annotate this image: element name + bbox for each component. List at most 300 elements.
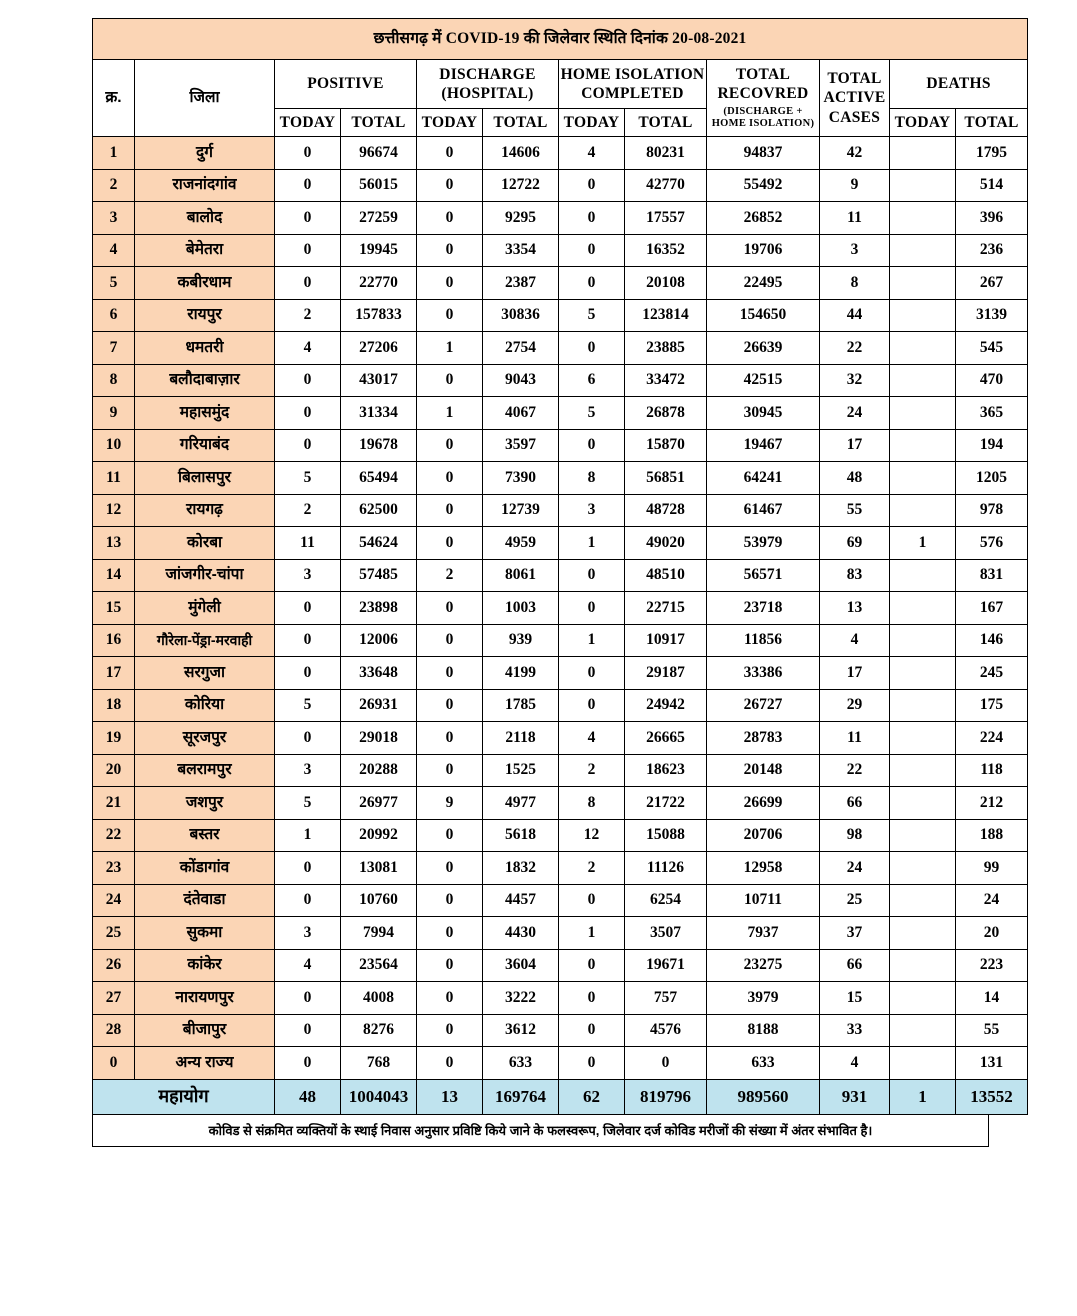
row-total-recovered: 30945 bbox=[707, 397, 820, 430]
row-home-total: 49020 bbox=[625, 527, 707, 560]
row-positive-today: 3 bbox=[275, 559, 341, 592]
row-positive-total: 33648 bbox=[341, 657, 417, 690]
row-positive-total: 19678 bbox=[341, 429, 417, 462]
row-discharge-today: 0 bbox=[417, 754, 483, 787]
row-deaths-today bbox=[890, 884, 956, 917]
header-home-total: TOTAL bbox=[625, 109, 707, 137]
row-positive-today: 4 bbox=[275, 949, 341, 982]
row-discharge-today: 0 bbox=[417, 949, 483, 982]
row-total-recovered: 20148 bbox=[707, 754, 820, 787]
row-total-active: 25 bbox=[820, 884, 890, 917]
grand-total-label: महायोग bbox=[93, 1079, 275, 1114]
table-row bbox=[93, 527, 1028, 560]
grand-home-today: 62 bbox=[559, 1079, 625, 1114]
row-discharge-total: 30836 bbox=[483, 299, 559, 332]
row-serial: 0 bbox=[93, 1047, 135, 1080]
row-total-active: 3 bbox=[820, 234, 890, 267]
row-discharge-total: 3612 bbox=[483, 1014, 559, 1047]
grand-discharge-total: 169764 bbox=[483, 1079, 559, 1114]
row-serial: 28 bbox=[93, 1014, 135, 1047]
row-district: राजनांदगांव bbox=[135, 169, 275, 202]
row-positive-total: 13081 bbox=[341, 852, 417, 885]
row-positive-total: 23564 bbox=[341, 949, 417, 982]
row-positive-today: 3 bbox=[275, 917, 341, 950]
row-positive-today: 0 bbox=[275, 169, 341, 202]
table-row bbox=[93, 1014, 1028, 1047]
row-home-today: 0 bbox=[559, 949, 625, 982]
row-home-today: 5 bbox=[559, 299, 625, 332]
row-positive-total: 4008 bbox=[341, 982, 417, 1015]
row-serial: 7 bbox=[93, 332, 135, 365]
row-district: धमतरी bbox=[135, 332, 275, 365]
row-total-recovered: 3979 bbox=[707, 982, 820, 1015]
row-deaths-today bbox=[890, 657, 956, 690]
row-serial: 26 bbox=[93, 949, 135, 982]
row-discharge-total: 4959 bbox=[483, 527, 559, 560]
row-positive-total: 20992 bbox=[341, 819, 417, 852]
row-serial: 6 bbox=[93, 299, 135, 332]
row-total-active: 66 bbox=[820, 949, 890, 982]
row-positive-today: 0 bbox=[275, 592, 341, 625]
row-deaths-today bbox=[890, 1014, 956, 1047]
row-positive-today: 2 bbox=[275, 494, 341, 527]
row-serial: 1 bbox=[93, 137, 135, 170]
row-deaths-today bbox=[890, 754, 956, 787]
row-positive-today: 1 bbox=[275, 819, 341, 852]
row-total-recovered: 33386 bbox=[707, 657, 820, 690]
row-home-total: 16352 bbox=[625, 234, 707, 267]
row-total-active: 33 bbox=[820, 1014, 890, 1047]
table-row bbox=[93, 462, 1028, 495]
row-home-today: 0 bbox=[559, 267, 625, 300]
row-total-recovered: 22495 bbox=[707, 267, 820, 300]
row-total-active: 11 bbox=[820, 722, 890, 755]
grand-total-active: 931 bbox=[820, 1079, 890, 1114]
row-total-active: 32 bbox=[820, 364, 890, 397]
table-row bbox=[93, 949, 1028, 982]
row-serial: 13 bbox=[93, 527, 135, 560]
row-total-active: 55 bbox=[820, 494, 890, 527]
row-total-recovered: 26852 bbox=[707, 202, 820, 235]
row-deaths-today bbox=[890, 267, 956, 300]
row-deaths-today bbox=[890, 852, 956, 885]
row-deaths-total: 224 bbox=[956, 722, 1028, 755]
table-row bbox=[93, 364, 1028, 397]
row-home-total: 15088 bbox=[625, 819, 707, 852]
row-total-recovered: 19467 bbox=[707, 429, 820, 462]
grand-deaths-total: 13552 bbox=[956, 1079, 1028, 1114]
row-district: कांकेर bbox=[135, 949, 275, 982]
row-total-recovered: 55492 bbox=[707, 169, 820, 202]
row-discharge-total: 8061 bbox=[483, 559, 559, 592]
row-home-today: 4 bbox=[559, 137, 625, 170]
row-discharge-total: 7390 bbox=[483, 462, 559, 495]
row-discharge-total: 4199 bbox=[483, 657, 559, 690]
row-positive-today: 3 bbox=[275, 754, 341, 787]
row-home-today: 0 bbox=[559, 689, 625, 722]
row-deaths-total: 14 bbox=[956, 982, 1028, 1015]
row-discharge-total: 1785 bbox=[483, 689, 559, 722]
header-home-isolation bbox=[559, 60, 707, 109]
row-home-total: 42770 bbox=[625, 169, 707, 202]
row-home-today: 5 bbox=[559, 397, 625, 430]
header-home-today: TODAY bbox=[559, 109, 625, 137]
row-positive-today: 0 bbox=[275, 234, 341, 267]
table-row bbox=[93, 787, 1028, 820]
row-serial: 17 bbox=[93, 657, 135, 690]
row-discharge-total: 4457 bbox=[483, 884, 559, 917]
header-district: जिला bbox=[135, 60, 275, 137]
table-row bbox=[93, 982, 1028, 1015]
row-positive-total: 8276 bbox=[341, 1014, 417, 1047]
row-home-total: 18623 bbox=[625, 754, 707, 787]
row-discharge-total: 5618 bbox=[483, 819, 559, 852]
header-positive-total: TOTAL bbox=[341, 109, 417, 137]
row-discharge-total: 4430 bbox=[483, 917, 559, 950]
row-discharge-total: 3354 bbox=[483, 234, 559, 267]
row-total-active: 22 bbox=[820, 754, 890, 787]
row-total-recovered: 64241 bbox=[707, 462, 820, 495]
row-district: बेमेतरा bbox=[135, 234, 275, 267]
row-positive-today: 5 bbox=[275, 689, 341, 722]
row-deaths-today bbox=[890, 722, 956, 755]
row-deaths-today bbox=[890, 982, 956, 1015]
row-discharge-total: 633 bbox=[483, 1047, 559, 1080]
table-row bbox=[93, 722, 1028, 755]
row-positive-today: 11 bbox=[275, 527, 341, 560]
header-home-isolation-line2: COMPLETED bbox=[581, 85, 684, 102]
row-home-today: 0 bbox=[559, 332, 625, 365]
row-serial: 27 bbox=[93, 982, 135, 1015]
row-deaths-today bbox=[890, 819, 956, 852]
row-home-today: 8 bbox=[559, 462, 625, 495]
table-row bbox=[93, 397, 1028, 430]
row-deaths-today bbox=[890, 397, 956, 430]
table-row bbox=[93, 429, 1028, 462]
row-deaths-today bbox=[890, 137, 956, 170]
row-discharge-total: 14606 bbox=[483, 137, 559, 170]
row-positive-today: 0 bbox=[275, 429, 341, 462]
row-deaths-today bbox=[890, 462, 956, 495]
row-discharge-today: 0 bbox=[417, 267, 483, 300]
row-positive-total: 96674 bbox=[341, 137, 417, 170]
row-total-active: 24 bbox=[820, 397, 890, 430]
row-discharge-today: 0 bbox=[417, 819, 483, 852]
row-total-recovered: 26639 bbox=[707, 332, 820, 365]
row-discharge-total: 4977 bbox=[483, 787, 559, 820]
row-discharge-today: 0 bbox=[417, 657, 483, 690]
row-positive-total: 29018 bbox=[341, 722, 417, 755]
row-deaths-total: 99 bbox=[956, 852, 1028, 885]
header-discharge-total: TOTAL bbox=[483, 109, 559, 137]
grand-deaths-today: 1 bbox=[890, 1079, 956, 1114]
row-discharge-today: 0 bbox=[417, 982, 483, 1015]
row-district: बीजापुर bbox=[135, 1014, 275, 1047]
row-total-recovered: 20706 bbox=[707, 819, 820, 852]
row-serial: 8 bbox=[93, 364, 135, 397]
header-total-active-line2: ACTIVE bbox=[823, 89, 886, 107]
row-discharge-total: 3604 bbox=[483, 949, 559, 982]
row-total-active: 13 bbox=[820, 592, 890, 625]
covid-district-table bbox=[92, 18, 1028, 1115]
row-serial: 11 bbox=[93, 462, 135, 495]
row-discharge-today: 0 bbox=[417, 462, 483, 495]
row-home-today: 0 bbox=[559, 169, 625, 202]
row-total-recovered: 11856 bbox=[707, 624, 820, 657]
row-home-today: 1 bbox=[559, 624, 625, 657]
page-title: छत्तीसगढ़ में COVID-19 की जिलेवार स्थिति दिनांक 20-08-2021 bbox=[93, 19, 1028, 60]
row-total-active: 11 bbox=[820, 202, 890, 235]
row-deaths-total: 194 bbox=[956, 429, 1028, 462]
table-row bbox=[93, 819, 1028, 852]
row-positive-today: 0 bbox=[275, 364, 341, 397]
row-deaths-total: 245 bbox=[956, 657, 1028, 690]
row-district: दुर्ग bbox=[135, 137, 275, 170]
row-serial: 24 bbox=[93, 884, 135, 917]
row-discharge-total: 12739 bbox=[483, 494, 559, 527]
header-total-active-line3: CASES bbox=[828, 108, 881, 126]
row-home-total: 26665 bbox=[625, 722, 707, 755]
row-discharge-today: 0 bbox=[417, 234, 483, 267]
row-positive-total: 57485 bbox=[341, 559, 417, 592]
row-deaths-total: 55 bbox=[956, 1014, 1028, 1047]
row-home-today: 0 bbox=[559, 657, 625, 690]
row-total-recovered: 12958 bbox=[707, 852, 820, 885]
row-positive-total: 157833 bbox=[341, 299, 417, 332]
row-home-total: 19671 bbox=[625, 949, 707, 982]
row-district: दंतेवाडा bbox=[135, 884, 275, 917]
row-district: कोंडागांव bbox=[135, 852, 275, 885]
table-row bbox=[93, 234, 1028, 267]
row-positive-total: 20288 bbox=[341, 754, 417, 787]
row-home-total: 20108 bbox=[625, 267, 707, 300]
grand-positive-today: 48 bbox=[275, 1079, 341, 1114]
row-discharge-total: 2754 bbox=[483, 332, 559, 365]
row-home-total: 48728 bbox=[625, 494, 707, 527]
row-deaths-today: 1 bbox=[890, 527, 956, 560]
table-row bbox=[93, 494, 1028, 527]
row-total-active: 42 bbox=[820, 137, 890, 170]
row-total-active: 69 bbox=[820, 527, 890, 560]
row-positive-today: 0 bbox=[275, 267, 341, 300]
header-serial: क्र. bbox=[93, 60, 135, 137]
row-positive-today: 0 bbox=[275, 624, 341, 657]
row-serial: 21 bbox=[93, 787, 135, 820]
row-district: रायपुर bbox=[135, 299, 275, 332]
table-row bbox=[93, 624, 1028, 657]
row-total-recovered: 53979 bbox=[707, 527, 820, 560]
row-home-today: 6 bbox=[559, 364, 625, 397]
row-serial: 5 bbox=[93, 267, 135, 300]
row-deaths-total: 167 bbox=[956, 592, 1028, 625]
table-row bbox=[93, 917, 1028, 950]
table-row bbox=[93, 332, 1028, 365]
row-district: अन्य राज्य bbox=[135, 1047, 275, 1080]
header-home-isolation-line1: HOME ISOLATION bbox=[560, 65, 705, 83]
row-deaths-total: 24 bbox=[956, 884, 1028, 917]
table-row bbox=[93, 1047, 1028, 1080]
row-total-recovered: 61467 bbox=[707, 494, 820, 527]
row-discharge-total: 2118 bbox=[483, 722, 559, 755]
row-discharge-total: 939 bbox=[483, 624, 559, 657]
row-deaths-total: 365 bbox=[956, 397, 1028, 430]
row-home-total: 10917 bbox=[625, 624, 707, 657]
row-home-total: 0 bbox=[625, 1047, 707, 1080]
row-positive-total: 62500 bbox=[341, 494, 417, 527]
row-deaths-today bbox=[890, 949, 956, 982]
row-total-active: 22 bbox=[820, 332, 890, 365]
header-discharge-line2: (HOSPITAL) bbox=[441, 85, 534, 102]
header-discharge-line1: DISCHARGE bbox=[439, 65, 536, 83]
header-total-active bbox=[820, 60, 890, 137]
row-deaths-total: 131 bbox=[956, 1047, 1028, 1080]
table-row bbox=[93, 592, 1028, 625]
table-row bbox=[93, 137, 1028, 170]
row-total-recovered: 23718 bbox=[707, 592, 820, 625]
row-total-active: 48 bbox=[820, 462, 890, 495]
row-home-total: 3507 bbox=[625, 917, 707, 950]
row-deaths-total: 396 bbox=[956, 202, 1028, 235]
row-total-recovered: 19706 bbox=[707, 234, 820, 267]
row-discharge-today: 0 bbox=[417, 852, 483, 885]
row-home-today: 1 bbox=[559, 917, 625, 950]
row-home-today: 8 bbox=[559, 787, 625, 820]
row-serial: 9 bbox=[93, 397, 135, 430]
table-row bbox=[93, 559, 1028, 592]
row-home-today: 0 bbox=[559, 202, 625, 235]
row-discharge-total: 3222 bbox=[483, 982, 559, 1015]
header-total-recovered-note: (DISCHARGE + HOME ISOLATION) bbox=[711, 105, 815, 130]
row-home-total: 123814 bbox=[625, 299, 707, 332]
row-positive-today: 0 bbox=[275, 202, 341, 235]
row-district: कोरबा bbox=[135, 527, 275, 560]
row-total-active: 24 bbox=[820, 852, 890, 885]
grand-discharge-today: 13 bbox=[417, 1079, 483, 1114]
table-row bbox=[93, 299, 1028, 332]
row-district: कबीरधाम bbox=[135, 267, 275, 300]
grand-total-row bbox=[93, 1079, 1028, 1114]
row-home-total: 15870 bbox=[625, 429, 707, 462]
row-home-today: 0 bbox=[559, 559, 625, 592]
row-discharge-today: 0 bbox=[417, 137, 483, 170]
row-positive-total: 26931 bbox=[341, 689, 417, 722]
row-total-active: 66 bbox=[820, 787, 890, 820]
row-serial: 23 bbox=[93, 852, 135, 885]
row-deaths-today bbox=[890, 169, 956, 202]
row-positive-total: 10760 bbox=[341, 884, 417, 917]
row-discharge-today: 9 bbox=[417, 787, 483, 820]
header-total-recovered-line2: RECOVRED bbox=[717, 85, 809, 103]
row-positive-today: 0 bbox=[275, 137, 341, 170]
row-home-today: 0 bbox=[559, 1014, 625, 1047]
row-total-active: 17 bbox=[820, 429, 890, 462]
row-district: जांजगीर-चांपा bbox=[135, 559, 275, 592]
row-positive-today: 0 bbox=[275, 884, 341, 917]
row-home-total: 23885 bbox=[625, 332, 707, 365]
row-positive-today: 2 bbox=[275, 299, 341, 332]
row-home-today: 4 bbox=[559, 722, 625, 755]
row-district: बलौदाबाज़ार bbox=[135, 364, 275, 397]
row-deaths-total: 978 bbox=[956, 494, 1028, 527]
row-total-recovered: 8188 bbox=[707, 1014, 820, 1047]
row-deaths-total: 831 bbox=[956, 559, 1028, 592]
row-home-total: 11126 bbox=[625, 852, 707, 885]
row-discharge-total: 1832 bbox=[483, 852, 559, 885]
row-deaths-total: 236 bbox=[956, 234, 1028, 267]
row-total-recovered: 633 bbox=[707, 1047, 820, 1080]
row-serial: 19 bbox=[93, 722, 135, 755]
header-total-recovered bbox=[707, 60, 820, 137]
row-total-active: 9 bbox=[820, 169, 890, 202]
row-total-recovered: 7937 bbox=[707, 917, 820, 950]
row-home-total: 4576 bbox=[625, 1014, 707, 1047]
row-positive-today: 0 bbox=[275, 982, 341, 1015]
row-deaths-total: 1795 bbox=[956, 137, 1028, 170]
row-total-recovered: 10711 bbox=[707, 884, 820, 917]
row-total-recovered: 26699 bbox=[707, 787, 820, 820]
row-deaths-total: 576 bbox=[956, 527, 1028, 560]
row-discharge-today: 1 bbox=[417, 332, 483, 365]
row-serial: 15 bbox=[93, 592, 135, 625]
row-positive-total: 7994 bbox=[341, 917, 417, 950]
row-district: रायगढ़ bbox=[135, 494, 275, 527]
row-home-total: 24942 bbox=[625, 689, 707, 722]
row-discharge-today: 0 bbox=[417, 527, 483, 560]
row-discharge-today: 0 bbox=[417, 884, 483, 917]
row-deaths-total: 175 bbox=[956, 689, 1028, 722]
row-home-total: 29187 bbox=[625, 657, 707, 690]
row-district: महासमुंद bbox=[135, 397, 275, 430]
title-row bbox=[93, 19, 1028, 60]
row-district: नारायणपुर bbox=[135, 982, 275, 1015]
row-serial: 14 bbox=[93, 559, 135, 592]
table-row bbox=[93, 267, 1028, 300]
row-discharge-today: 0 bbox=[417, 592, 483, 625]
row-positive-today: 4 bbox=[275, 332, 341, 365]
row-discharge-today: 0 bbox=[417, 202, 483, 235]
row-discharge-today: 0 bbox=[417, 722, 483, 755]
row-positive-total: 26977 bbox=[341, 787, 417, 820]
row-positive-today: 0 bbox=[275, 852, 341, 885]
row-total-active: 44 bbox=[820, 299, 890, 332]
row-positive-total: 56015 bbox=[341, 169, 417, 202]
row-deaths-today bbox=[890, 787, 956, 820]
row-discharge-today: 0 bbox=[417, 1047, 483, 1080]
row-district: बिलासपुर bbox=[135, 462, 275, 495]
row-discharge-total: 3597 bbox=[483, 429, 559, 462]
row-total-active: 8 bbox=[820, 267, 890, 300]
row-positive-total: 768 bbox=[341, 1047, 417, 1080]
row-home-total: 17557 bbox=[625, 202, 707, 235]
row-total-active: 4 bbox=[820, 1047, 890, 1080]
row-discharge-total: 12722 bbox=[483, 169, 559, 202]
row-total-active: 83 bbox=[820, 559, 890, 592]
header-positive: POSITIVE bbox=[275, 60, 417, 109]
row-district: कोरिया bbox=[135, 689, 275, 722]
row-deaths-total: 267 bbox=[956, 267, 1028, 300]
row-district: जशपुर bbox=[135, 787, 275, 820]
row-home-today: 3 bbox=[559, 494, 625, 527]
row-home-today: 2 bbox=[559, 852, 625, 885]
row-deaths-total: 188 bbox=[956, 819, 1028, 852]
row-deaths-total: 146 bbox=[956, 624, 1028, 657]
row-positive-total: 43017 bbox=[341, 364, 417, 397]
row-home-today: 12 bbox=[559, 819, 625, 852]
header-deaths: DEATHS bbox=[890, 60, 1028, 109]
row-home-today: 0 bbox=[559, 1047, 625, 1080]
row-discharge-today: 0 bbox=[417, 624, 483, 657]
row-serial: 3 bbox=[93, 202, 135, 235]
